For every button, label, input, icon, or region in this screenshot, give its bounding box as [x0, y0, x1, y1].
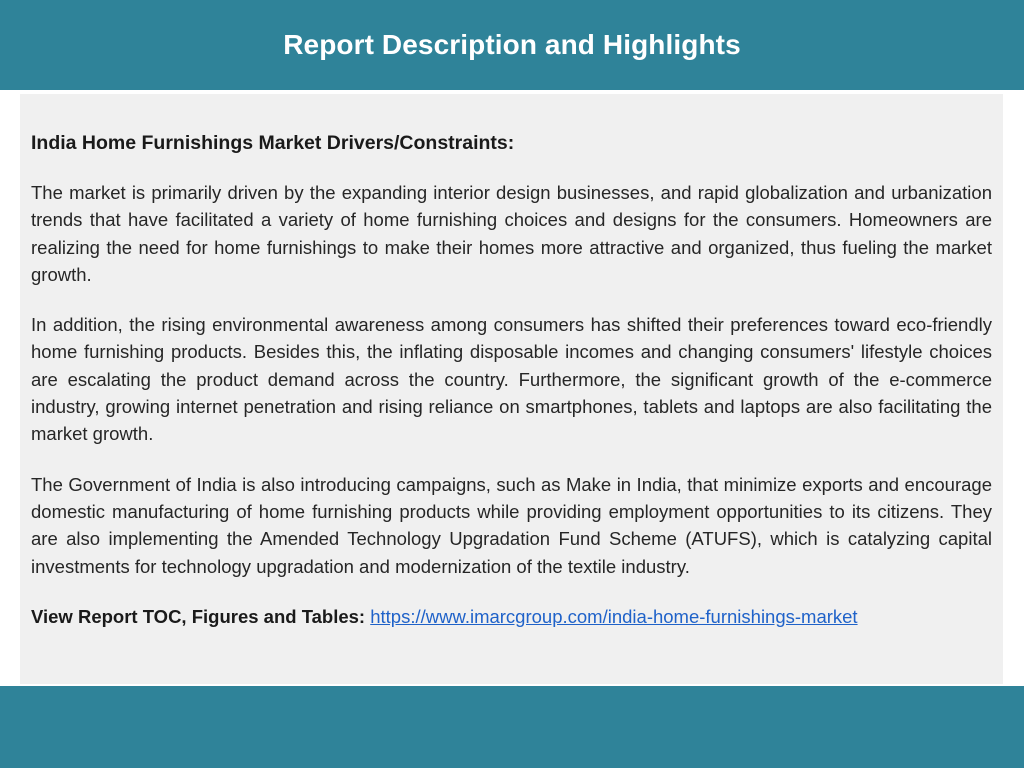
- paragraph-drivers: The market is primarily driven by the expanding interior design businesses, and rapid globalization and urbanization trends that have facilitated a variety of home furnishing choices and designs for the consumers. Homeowners are realizing the need for home furnishings to make their homes more attractive and organized, thus fueling the market growth.: [31, 182, 992, 285]
- section-title: India Home Furnishings Market Drivers/Constraints:: [31, 132, 515, 154]
- paragraph-environmental: In addition, the rising environmental awareness among consumers has shifted their preferences toward eco-friendly home furnishing products. Besides this, the inflating disposable incomes and changing consumers' lifestyle choices are escalating the product demand across the country. Furthermore, the significant growth of the e-commerce industry, growing internet penetration and rising reliance on smartphones, tablets and laptops are also facilitating the market growth.: [31, 314, 992, 445]
- page-title: Report Description and Highlights: [283, 29, 741, 60]
- header-bar: [0, 0, 1024, 90]
- report-link[interactable]: https://www.imarcgroup.com/india-home-furnishings-market: [370, 605, 858, 627]
- content-panel: [20, 94, 1003, 684]
- paragraph-government: The Government of India is also introducing campaigns, such as Make in India, that minimize exports and encourage domestic manufacturing of home furnishing products while providing employment opportunities to its citizens. They are also implementing the Amended Technology Upgradation Fund Scheme (ATUFS), which is catalyzing capital investments for technology upgradation and modernization of the textile industry.: [31, 473, 992, 577]
- footer-bar: [0, 686, 1024, 768]
- toc-line: [31, 603, 992, 630]
- toc-label: View Report TOC, Figures and Tables:: [31, 605, 366, 627]
